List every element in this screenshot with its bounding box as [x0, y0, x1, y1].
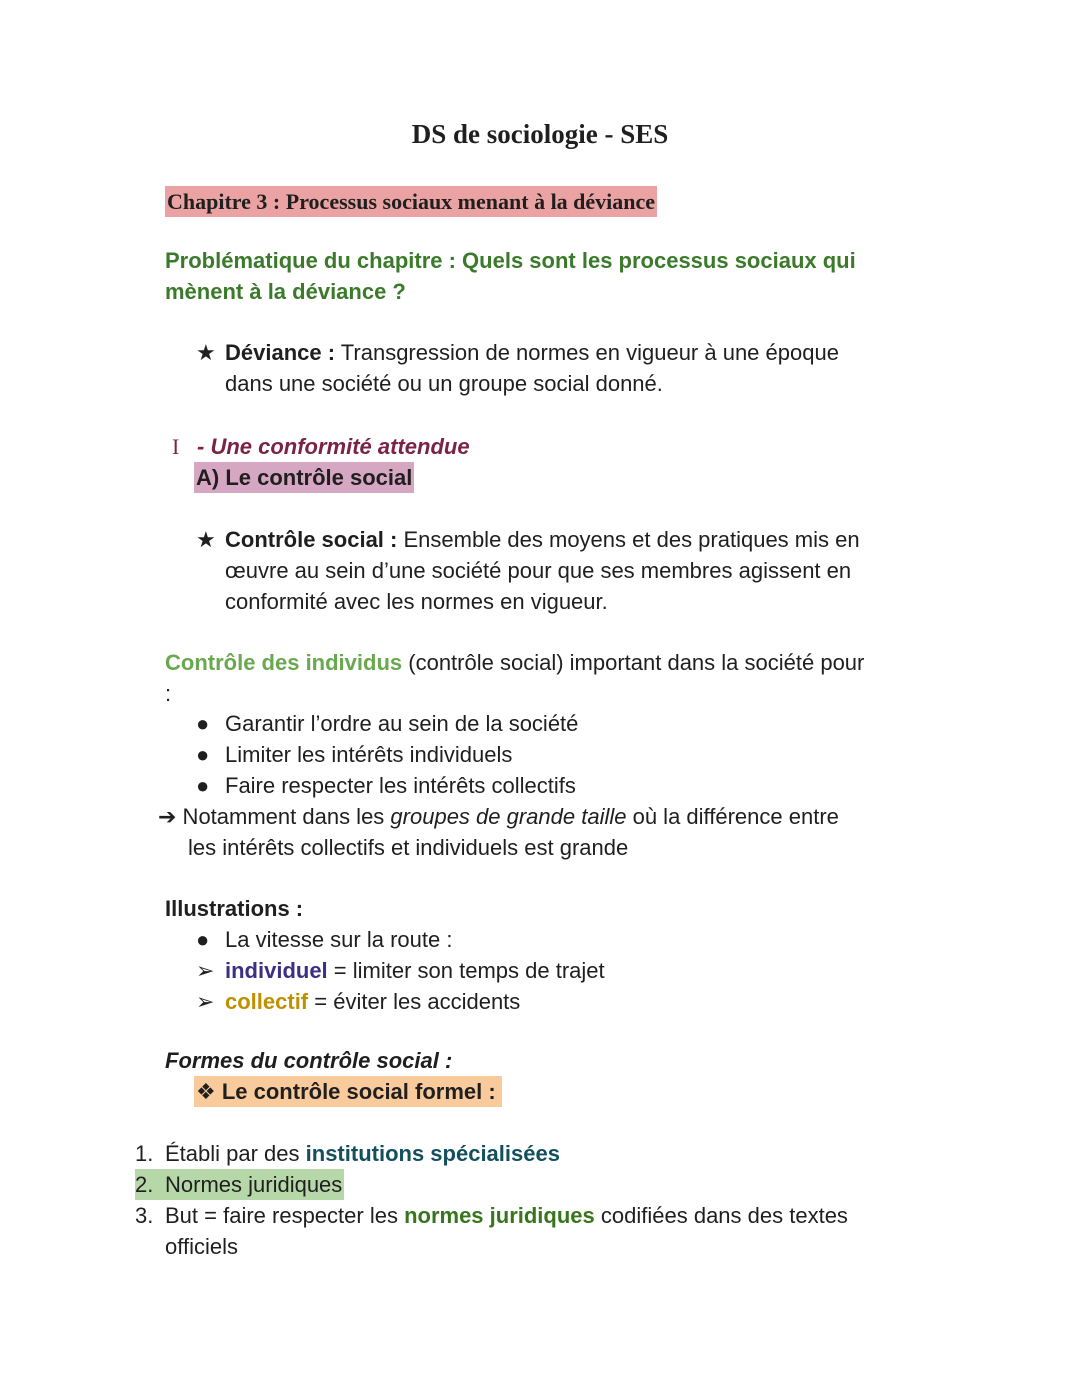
- groupes-grande-taille: groupes de grande taille: [390, 804, 627, 829]
- diamond-icon: ❖: [196, 1079, 216, 1104]
- deviance-definition: [196, 337, 839, 368]
- controle-social-term: Contrôle social :: [225, 527, 398, 552]
- bullet-icon: ●: [196, 711, 210, 736]
- subsection-heading: A) Le contrôle social: [194, 462, 414, 493]
- list-item: ● Faire respecter les intérêts collectifs: [196, 770, 576, 801]
- controle-text-line-2: œuvre au sein d’une société pour que ses membres agissent en: [225, 558, 852, 583]
- collectif-term: collectif: [225, 989, 309, 1014]
- individuel-term: individuel: [225, 958, 328, 983]
- bullet-icon: ●: [196, 773, 210, 798]
- arrowhead-icon: ➢: [196, 989, 215, 1014]
- controle-text-line-3: conformité avec les normes en vigueur.: [225, 589, 608, 614]
- list-item: ➢ individuel = limiter son temps de trajet: [196, 955, 605, 986]
- list-item: ● Garantir l’ordre au sein de la société: [196, 708, 578, 739]
- deviance-text-line-2: dans une société ou un groupe social donné.: [225, 371, 663, 396]
- list-item: ➢ collectif = éviter les accidents: [196, 986, 520, 1017]
- section-number: I: [172, 434, 180, 459]
- controle-social-definition: [196, 524, 860, 555]
- controle-individus-colon: :: [165, 681, 172, 706]
- controle-individus-highlight: Contrôle des individus: [165, 650, 403, 675]
- problematique-line-1: Problématique du chapitre : Quels sont les processus sociaux qui: [165, 248, 856, 273]
- list-item: 2. Normes juridiques: [135, 1169, 344, 1200]
- deviance-term: Déviance :: [225, 340, 336, 365]
- document-title: DS de sociologie - SES: [411, 119, 669, 149]
- institutions-term: institutions spécialisées: [305, 1141, 560, 1166]
- list-item: 1. Établi par des institutions spécialisées: [135, 1141, 560, 1166]
- deviance-text-line-1: Transgression de normes en vigueur à une époque: [335, 340, 839, 365]
- arrowhead-icon: ➢: [196, 958, 215, 983]
- normes-juridiques-term: normes juridiques: [404, 1203, 595, 1228]
- controle-text-line-1: Ensemble des moyens et des pratiques mis en: [397, 527, 860, 552]
- list-item: ● La vitesse sur la route :: [196, 924, 452, 955]
- section-title: - Une conformité attendue: [197, 434, 470, 459]
- list-item: ● Limiter les intérêts individuels: [196, 739, 512, 770]
- star-icon: ★: [196, 527, 216, 552]
- star-icon: ★: [196, 340, 216, 365]
- list-item: 3. But = faire respecter les normes juridiques codifiées dans des textes: [135, 1203, 848, 1228]
- bullet-icon: ●: [196, 927, 210, 952]
- problematique-line-2: mènent à la déviance ?: [165, 279, 406, 304]
- chapter-heading: Chapitre 3 : Processus sociaux menant à la déviance: [165, 186, 657, 217]
- controle-individus-text: (contrôle social) important dans la société pour: [402, 650, 865, 675]
- illustrations-heading: Illustrations :: [165, 896, 304, 921]
- notamment-paragraph: ➔ Notamment dans les groupes de grande taille où la différence entre: [158, 804, 839, 829]
- bullet-icon: ●: [196, 742, 210, 767]
- notamment-line-2: les intérêts collectifs et individuels est grande: [188, 835, 629, 860]
- arrow-right-icon: ➔: [158, 804, 177, 829]
- list-item-continuation: officiels: [165, 1234, 238, 1259]
- controle-formel-heading: ❖ Le contrôle social formel :: [194, 1076, 502, 1107]
- controle-individus-paragraph: [165, 647, 864, 678]
- formes-heading: Formes du contrôle social :: [165, 1048, 453, 1073]
